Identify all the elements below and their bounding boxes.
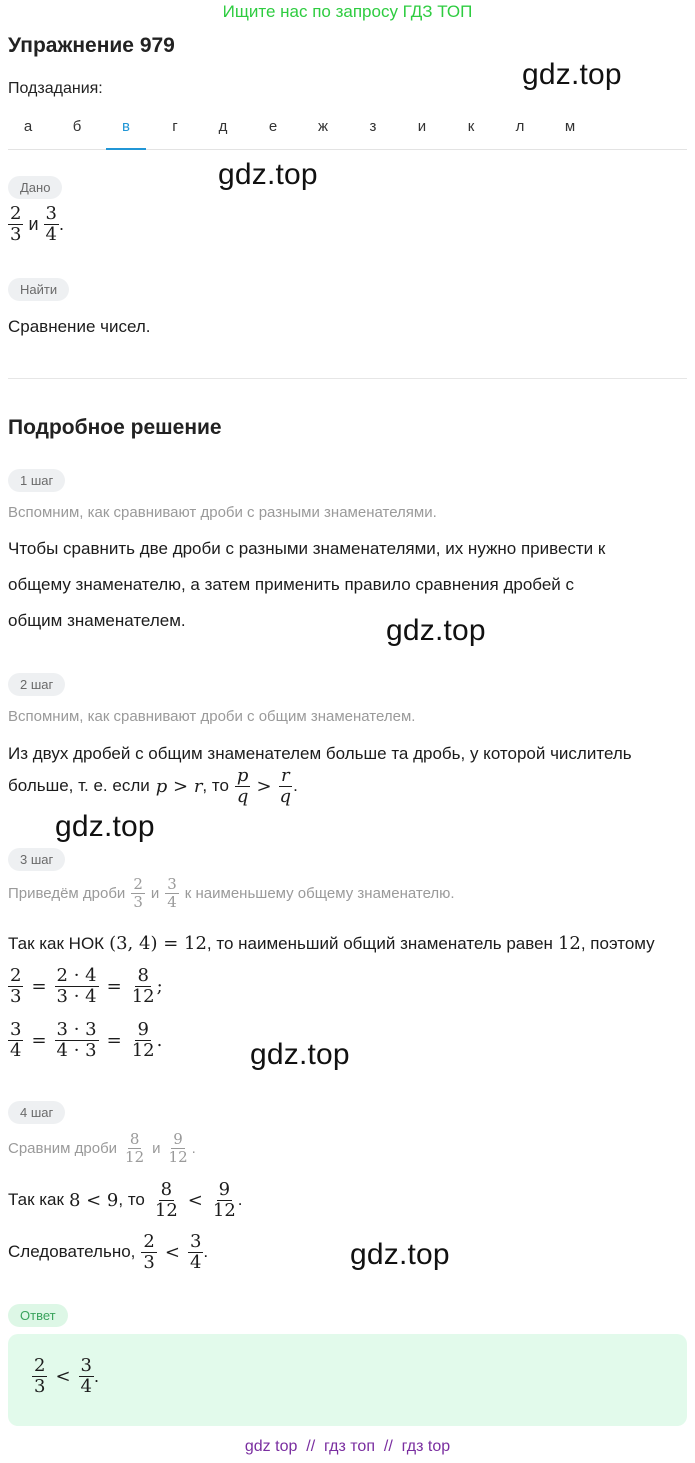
- math-condition: p > r: [155, 775, 203, 797]
- frac-num: 2: [34, 1355, 46, 1376]
- period: .: [203, 1242, 209, 1262]
- frac-den: 3: [10, 223, 22, 245]
- frac-num: 8: [160, 1179, 173, 1200]
- step-badge: 1 шаг: [8, 469, 65, 492]
- frac-den: 4: [80, 1375, 92, 1397]
- watermark: gdz.top: [386, 614, 486, 647]
- frac-num: r: [281, 765, 290, 786]
- frac-den: 12: [168, 1147, 188, 1166]
- frac-num: 8: [129, 1130, 140, 1148]
- tab-zh[interactable]: ж: [317, 118, 329, 135]
- math-value: 12: [557, 933, 581, 954]
- period: .: [58, 213, 64, 234]
- equation-1: [8, 966, 163, 1007]
- frac-den: q: [236, 785, 249, 807]
- answer-expression: [32, 1356, 99, 1397]
- frac-num: 8: [137, 965, 149, 986]
- tab-l[interactable]: л: [515, 118, 525, 135]
- frac-num: 3: [167, 875, 177, 893]
- solution-title: Подробное решение: [8, 416, 222, 439]
- answer-badge: Ответ: [8, 1304, 68, 1327]
- step-badge: 2 шаг: [8, 673, 65, 696]
- tab-k[interactable]: к: [467, 118, 475, 135]
- text-line: Чтобы сравнить две дроби с разными знаменателями, их нужно привести к: [8, 539, 606, 558]
- tab-e[interactable]: е: [268, 118, 278, 135]
- frac-den: 12: [131, 985, 155, 1007]
- gt-sign: >: [256, 775, 272, 797]
- text-fragment: Сравним дроби: [8, 1139, 118, 1157]
- frac-den: 4 · 3: [56, 1039, 97, 1061]
- text-fragment: к наименьшему общему знаменателю.: [184, 884, 455, 902]
- subtasks-label: Подзадания:: [8, 80, 103, 97]
- lt-sign: <: [55, 1365, 71, 1387]
- find-text: Сравнение чисел.: [8, 317, 151, 336]
- text-fragment: больше, т. е. если: [8, 776, 150, 796]
- step2-line2: [8, 766, 298, 807]
- math-condition: 8 < 9: [68, 1189, 119, 1211]
- frac-num: 3: [45, 203, 57, 224]
- eq-sign: =: [31, 1029, 47, 1051]
- frac-num: 2: [133, 875, 143, 893]
- frac-den: 12: [154, 1199, 178, 1221]
- watermark: gdz.top: [250, 1038, 350, 1071]
- frac-num: 3: [10, 1019, 22, 1040]
- eq-sign: =: [106, 1029, 122, 1051]
- step-hint: Вспомним, как сравнивают дроби с разными знаменателями.: [8, 504, 437, 521]
- step1-text: [8, 531, 605, 639]
- tab-g[interactable]: г: [172, 118, 178, 135]
- math-lcm: (3, 4) = 12: [109, 933, 207, 954]
- step4-conclusion: [8, 1232, 208, 1273]
- text-fragment: и: [150, 884, 160, 902]
- frac-den: 4: [189, 1251, 202, 1273]
- step-badge: 4 шаг: [8, 1101, 65, 1124]
- frac-den: 3: [133, 892, 143, 911]
- tab-z[interactable]: з: [369, 118, 377, 135]
- lt-sign: <: [164, 1241, 180, 1263]
- tab-m[interactable]: м: [564, 118, 576, 135]
- frac-num: 9: [218, 1179, 231, 1200]
- period: .: [156, 1029, 163, 1051]
- given-expression: [8, 204, 64, 245]
- step3-lcm-line: [8, 933, 655, 954]
- frac-den: 3 · 4: [56, 985, 97, 1007]
- tab-b[interactable]: б: [72, 118, 82, 135]
- tab-v[interactable]: в: [106, 118, 146, 150]
- watermark: gdz.top: [522, 58, 622, 91]
- and-text: и: [28, 213, 39, 234]
- frac-num: 2: [10, 203, 22, 224]
- frac-num: 9: [137, 1019, 149, 1040]
- page-title: Упражнение 979: [8, 34, 175, 57]
- watermark: gdz.top: [218, 158, 318, 191]
- watermark: gdz.top: [350, 1238, 450, 1271]
- frac-den: 4: [45, 223, 57, 245]
- frac-num: 2: [143, 1231, 155, 1252]
- period: .: [94, 1365, 100, 1386]
- find-badge: Найти: [8, 278, 69, 301]
- period: .: [237, 1190, 243, 1210]
- frac-den: 3: [143, 1251, 155, 1273]
- watermark: gdz.top: [55, 810, 155, 843]
- step-badge: 3 шаг: [8, 848, 65, 871]
- text-fragment: Следовательно,: [8, 1242, 136, 1262]
- text-fragment: и: [152, 1139, 161, 1157]
- step2-line1: Из двух дробей с общим знаменателем больше та дробь, у которой числитель: [8, 744, 632, 763]
- search-banner: Ищите нас по запросу ГДЗ ТОП: [222, 2, 473, 21]
- eq-sign: =: [106, 975, 122, 997]
- frac-den: 4: [10, 1039, 22, 1061]
- step-hint: [8, 1131, 196, 1165]
- frac-den: 3: [10, 985, 22, 1007]
- text-fragment: , поэтому: [580, 933, 655, 953]
- footer-links[interactable]: gdz top // гдз топ // гдз top: [244, 1438, 451, 1455]
- step-hint: Вспомним, как сравнивают дроби с общим знаменателем.: [8, 708, 416, 725]
- lt-sign: <: [187, 1189, 203, 1211]
- given-badge: Дано: [8, 176, 62, 199]
- text-fragment: Приведём дроби: [8, 884, 126, 902]
- frac-den: 12: [125, 1147, 145, 1166]
- text-line: общему знаменателю, а затем применить правило сравнения дробей с: [8, 575, 575, 594]
- text-fragment: , то: [202, 776, 229, 796]
- frac-den: 12: [212, 1199, 236, 1221]
- frac-den: 12: [131, 1039, 155, 1061]
- text-line: общим знаменателем.: [8, 611, 186, 630]
- step-hint: [8, 876, 455, 910]
- text-fragment: Так как: [8, 1190, 64, 1210]
- frac-num: 3: [189, 1231, 202, 1252]
- frac-num: 9: [173, 1130, 183, 1148]
- semicolon: ;: [156, 975, 163, 997]
- period: .: [191, 1139, 196, 1157]
- step4-compare-line: [8, 1180, 243, 1221]
- period: .: [293, 776, 298, 796]
- frac-num: 3: [80, 1355, 92, 1376]
- frac-num: p: [236, 765, 249, 786]
- frac-num: 2 · 4: [56, 965, 97, 986]
- tab-a[interactable]: а: [23, 118, 33, 135]
- tab-i[interactable]: и: [417, 118, 427, 135]
- equation-2: [8, 1020, 162, 1061]
- text-fragment: Так как НОК: [8, 933, 105, 953]
- eq-sign: =: [31, 975, 47, 997]
- text-fragment: , то: [118, 1190, 145, 1210]
- text-fragment: , то наименьший общий знаменатель равен: [206, 933, 553, 953]
- frac-num: 3 · 3: [56, 1019, 97, 1040]
- answer-box: [8, 1334, 687, 1426]
- frac-den: 3: [34, 1375, 46, 1397]
- divider: [8, 378, 687, 379]
- frac-den: q: [279, 785, 292, 807]
- tab-d[interactable]: д: [218, 118, 228, 135]
- frac-num: 2: [10, 965, 22, 986]
- frac-den: 4: [167, 892, 177, 911]
- subtask-tabs: [8, 112, 687, 150]
